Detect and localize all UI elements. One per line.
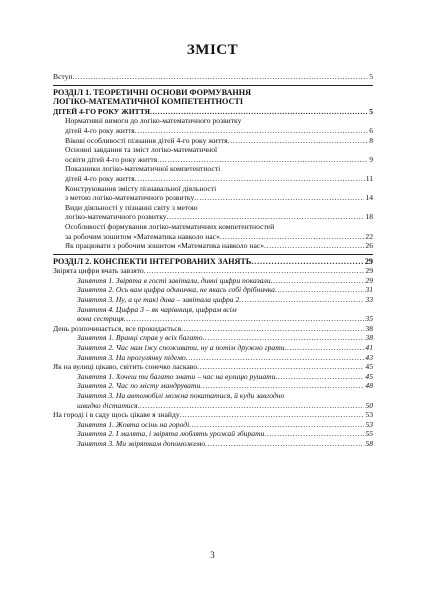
toc-group-row xyxy=(53,266,373,276)
toc-entry-page: 53 xyxy=(365,419,373,429)
toc-entry-title: Заняття 1. Хочеш ти багато знати – час на вулицю рушати xyxy=(77,371,276,381)
toc-entry-line: Нормативні вимоги до логіко-математичного розвитку xyxy=(65,116,242,126)
toc-lesson xyxy=(53,353,373,363)
dot-leader xyxy=(135,126,368,136)
toc-entry-row xyxy=(65,232,373,242)
toc-entry-page: 35 xyxy=(365,314,373,324)
section-heading-row xyxy=(53,107,373,117)
toc-lesson xyxy=(53,285,373,295)
toc-entry-title: Вікові особливості пізнання дітей 4-го року життя xyxy=(65,135,228,145)
section-2 xyxy=(53,257,373,449)
toc-entry xyxy=(53,184,373,203)
toc-entry-line: Заняття 3. На автомобілі можна покататися, й куди завгодно xyxy=(77,391,285,400)
dot-leader xyxy=(167,212,365,222)
toc-group-title: Звірята цифри вчать завзято xyxy=(53,266,144,276)
toc-entry xyxy=(53,203,373,222)
toc-entry xyxy=(53,241,373,251)
dot-leader xyxy=(205,439,364,449)
dot-leader xyxy=(197,362,364,372)
toc-lesson xyxy=(53,391,373,410)
toc-entry-row xyxy=(77,420,373,430)
dot-leader xyxy=(275,285,364,295)
dot-leader xyxy=(200,381,364,391)
toc-entry-page: 8 xyxy=(369,135,373,145)
toc-entry-row xyxy=(77,314,373,324)
toc-lesson xyxy=(53,381,373,391)
dot-leader xyxy=(203,333,365,343)
toc-entry-title: Заняття 1. Вранці справ у всіх багато xyxy=(77,333,203,343)
toc-group-page: 53 xyxy=(365,410,373,420)
toc-entry-title: освіти дітей 4-го року життя xyxy=(65,154,158,164)
toc-entry-page: 18 xyxy=(365,212,373,222)
toc-group-title: Як на вулиці цікаво, світить сонечко ласкаво xyxy=(53,362,198,372)
toc-entry-row xyxy=(65,174,373,184)
toc-entry-title: Вступ xyxy=(53,72,73,81)
dot-leader xyxy=(180,410,365,420)
toc-group-page: 45 xyxy=(365,362,373,372)
toc-entry-row xyxy=(77,439,373,449)
toc-entry-row xyxy=(65,136,373,146)
toc-lesson xyxy=(53,276,373,286)
toc-entry-row xyxy=(77,401,373,411)
toc-entry-row xyxy=(65,212,373,222)
divider xyxy=(53,254,373,255)
table-of-contents xyxy=(53,68,373,449)
toc-entry-page: 6 xyxy=(369,125,373,135)
toc-entry-title: Заняття 2. Час по місту мандрувати xyxy=(77,381,201,391)
toc-entry-title: Як працювати з робочим зошитом «Математика навколо нас» xyxy=(65,241,265,251)
toc-entry-line: Конструювання змісту пізнавальної діяльності xyxy=(65,183,217,193)
toc-entry-row xyxy=(65,193,373,203)
toc-entry-row xyxy=(77,353,373,363)
toc-lesson xyxy=(53,343,373,353)
toc-entry-title: Заняття 1. Жовта осінь на городі xyxy=(77,419,190,429)
section-heading xyxy=(53,88,373,117)
toc-entry-title: вона сестриця xyxy=(77,314,124,324)
toc-entry-page: 11 xyxy=(365,173,373,183)
toc-entry-page: 38 xyxy=(365,333,373,343)
toc-entry-page: 31 xyxy=(365,285,373,295)
toc-entry-title: Заняття 2. І малята, і звірята люблять урожай збирати xyxy=(77,429,265,439)
toc-entry xyxy=(53,116,373,135)
toc-entry-page: 48 xyxy=(365,381,373,391)
toc-entry-page: 41 xyxy=(365,343,373,353)
dot-leader xyxy=(181,324,364,334)
dot-leader xyxy=(124,314,365,324)
dot-leader xyxy=(189,420,364,430)
dot-leader xyxy=(220,232,365,242)
toc-lesson xyxy=(53,420,373,430)
dot-leader xyxy=(239,295,364,305)
toc-entry-page: 5 xyxy=(369,72,373,81)
toc-lesson xyxy=(53,372,373,382)
toc-entry-title: Заняття 3. На прогулянку підемо xyxy=(77,352,186,362)
section-heading-title: ДІТЕЙ 4-ГО РОКУ ЖИТТЯ xyxy=(53,106,150,116)
section-heading-page: 29 xyxy=(364,256,373,266)
toc-entry-row xyxy=(77,276,373,286)
toc-entry-line: Особливості формування логіко-математичних компетентностей xyxy=(65,221,275,231)
toc-entry-title: логіко-математичного розвитку xyxy=(65,212,167,222)
toc-entry-page: 26 xyxy=(365,241,373,251)
section-1 xyxy=(53,88,373,251)
toc-entry xyxy=(53,164,373,183)
toc-entry-line: Основні завдання та зміст логіко-математичної xyxy=(65,145,218,155)
toc-entry-title: з метою логіко-математичного розвитку xyxy=(65,193,195,203)
section-heading-page: 5 xyxy=(369,106,373,116)
dot-leader xyxy=(150,107,368,117)
toc-group-page: 38 xyxy=(365,323,373,333)
toc-entry-row xyxy=(77,381,373,391)
divider xyxy=(53,85,373,86)
dot-leader xyxy=(186,353,365,363)
toc-group-page: 29 xyxy=(365,266,373,276)
dot-leader xyxy=(264,429,364,439)
dot-leader xyxy=(264,241,364,251)
dot-leader xyxy=(73,72,369,82)
toc-entry-title: Заняття 1. Звірята в гості завітали, дивні цифри показали xyxy=(77,275,271,285)
toc-entry-row xyxy=(65,241,373,251)
toc-entry xyxy=(53,222,373,241)
toc-entry-page: 9 xyxy=(369,154,373,164)
dot-leader xyxy=(144,266,365,276)
section-heading-title: РОЗДІЛ 2. КОНСПЕКТИ ІНТЕГРОВАНИХ ЗАНЯТЬ xyxy=(53,256,252,266)
dot-leader xyxy=(228,136,369,146)
section-heading-row xyxy=(53,257,373,267)
toc-entry-title: Заняття 2. Час нам їжу споживати, ну а потім дружно грати xyxy=(77,343,285,353)
toc-entry-page: 33 xyxy=(365,295,373,305)
section-heading-line: ЛОГІКО-МАТЕМАТИЧНОЇ КОМПЕТЕНТНОСТІ xyxy=(53,97,244,107)
toc-entry-page: 58 xyxy=(365,438,373,448)
toc-entry-row xyxy=(77,333,373,343)
toc-entry-row xyxy=(65,126,373,136)
dot-leader xyxy=(138,401,365,411)
toc-entry-page: 14 xyxy=(365,193,373,203)
section-heading-line: РОЗДІЛ 1. ТЕОРЕТИЧНІ ОСНОВИ ФОРМУВАННЯ xyxy=(53,87,252,97)
toc-group-row xyxy=(53,410,373,420)
toc-lesson xyxy=(53,439,373,449)
toc-entry-page: 43 xyxy=(365,352,373,362)
toc-entry-title: дітей 4-го року життя xyxy=(65,173,135,183)
toc-lesson xyxy=(53,295,373,305)
dot-leader xyxy=(157,155,368,165)
toc-entry-title: Заняття 3. Ми звіряткам допоможемо xyxy=(77,438,206,448)
toc-lesson xyxy=(53,429,373,439)
toc-lesson xyxy=(53,305,373,324)
toc-entry-page: 22 xyxy=(365,231,373,241)
toc-entry-page: 50 xyxy=(365,400,373,410)
page-title: ЗМІСТ xyxy=(186,42,239,58)
toc-entry-title: Заняття 3. Ну, а це такі дива – завітала цифра 2 xyxy=(77,295,240,305)
dot-leader xyxy=(135,174,365,184)
dot-leader xyxy=(285,343,365,353)
toc-entry-line: Показники логіко-математичної компетентності xyxy=(65,164,221,174)
toc-entry-page: 55 xyxy=(365,429,373,439)
toc-entry-title: за робочим зошитом «Математика навколо нас» xyxy=(65,231,220,241)
toc-entry-row xyxy=(77,343,373,353)
dot-leader xyxy=(275,372,364,382)
toc-entry-row xyxy=(77,429,373,439)
toc-entry-page: 45 xyxy=(365,371,373,381)
toc-group-title: На городі і в саду щось цікаве я знайду xyxy=(53,410,180,420)
toc-entry xyxy=(53,145,373,164)
page-number: 3 xyxy=(210,550,215,560)
toc-entry-title: швидко дістатися xyxy=(77,400,138,410)
toc-entry-title: дітей 4-го року життя xyxy=(65,125,135,135)
toc-entry-title: Заняття 2. Ось вам цифра одиничка, не якась собі дрібничка xyxy=(77,285,275,295)
toc-entry xyxy=(53,136,373,146)
toc-entry-row xyxy=(65,155,373,165)
toc-group-title: День розпочинається, все прокидається xyxy=(53,323,182,333)
toc-entry-page: 29 xyxy=(365,275,373,285)
toc-entry-line: Види діяльності у пізнанні світу з метою xyxy=(65,202,198,212)
toc-entry-row xyxy=(77,295,373,305)
toc-entry-row xyxy=(77,285,373,295)
dot-leader xyxy=(194,193,364,203)
dot-leader xyxy=(251,257,364,267)
toc-entry-intro xyxy=(53,72,373,82)
dot-leader xyxy=(271,276,365,286)
toc-group-row xyxy=(53,362,373,372)
toc-group-row xyxy=(53,324,373,334)
toc-entry-line: Заняття 4. Цифра 3 – як чарівниця, цифрам всім xyxy=(77,304,237,314)
toc-entry-row xyxy=(77,372,373,382)
toc-lesson xyxy=(53,333,373,343)
